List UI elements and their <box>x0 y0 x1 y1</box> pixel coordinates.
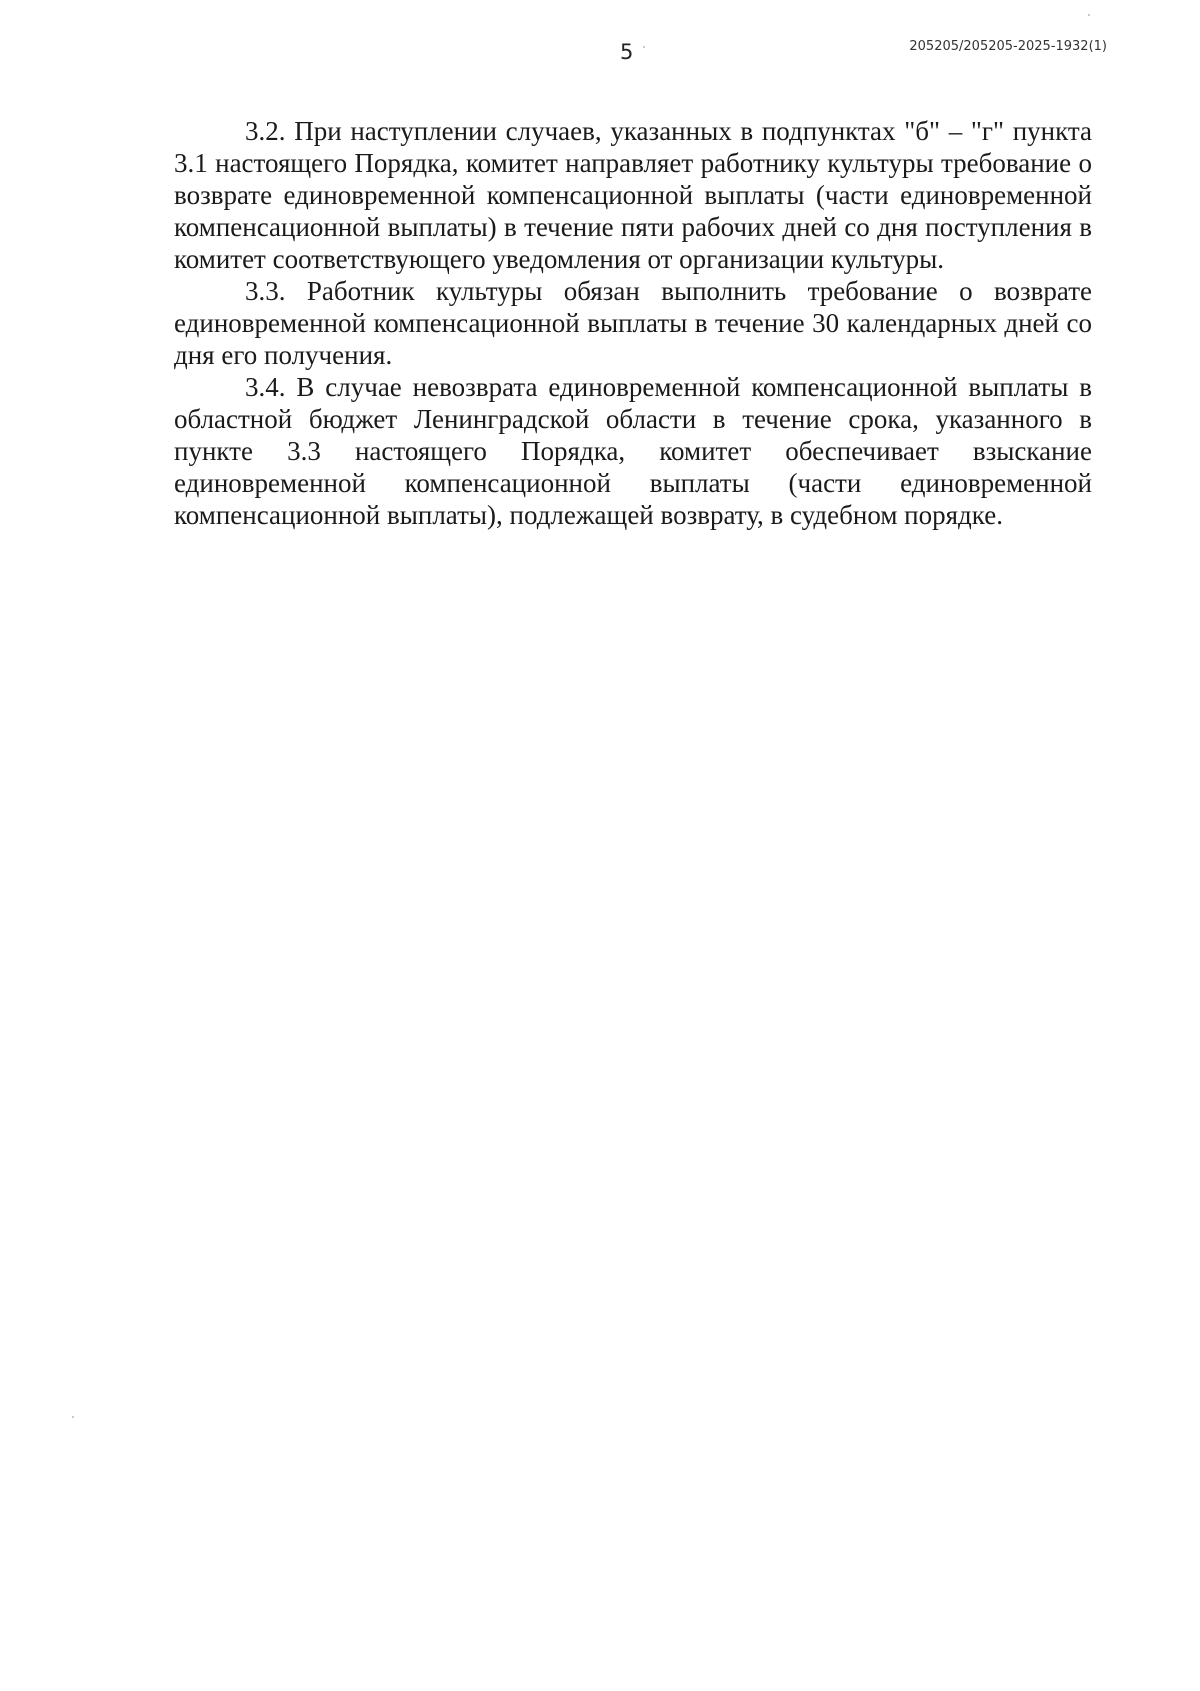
scan-speck <box>643 46 645 48</box>
document-id: 205205/205205-2025-1932(1) <box>909 39 1107 54</box>
scan-speck <box>1088 14 1090 16</box>
paragraph-3-3: 3.3. Работник культуры обязан выполнить требование о возврате единовременной компенсационной выплаты в течение 30 календарных дней со дня его получения. <box>174 276 1092 370</box>
paragraph-3-2: 3.2. При наступлении случаев, указанных в подпунктах "б" – "г" пункта 3.1 настоящего Порядка, комитет направляет работнику культуры требование о возврате единовременной компенсационной выплаты (части единовременной компенсационной выплаты) в течение пяти рабочих дней со дня поступления в комитет соответствующего уведомления от организации культуры. <box>174 116 1092 274</box>
page-number: 5 <box>620 40 634 64</box>
scan-speck <box>72 1416 74 1418</box>
paragraph-3-4: 3.4. В случае невозврата единовременной компенсационной выплаты в областной бюджет Ленинградской области в течение срока, указанного в пункте 3.3 настоящего Порядка, комитет обеспечивает взыскание единовременной компенсационной выплаты (части единовременной компенсационной выплаты), подлежащей возврату, в судебном порядке. <box>174 372 1092 530</box>
document-body <box>174 115 1092 531</box>
